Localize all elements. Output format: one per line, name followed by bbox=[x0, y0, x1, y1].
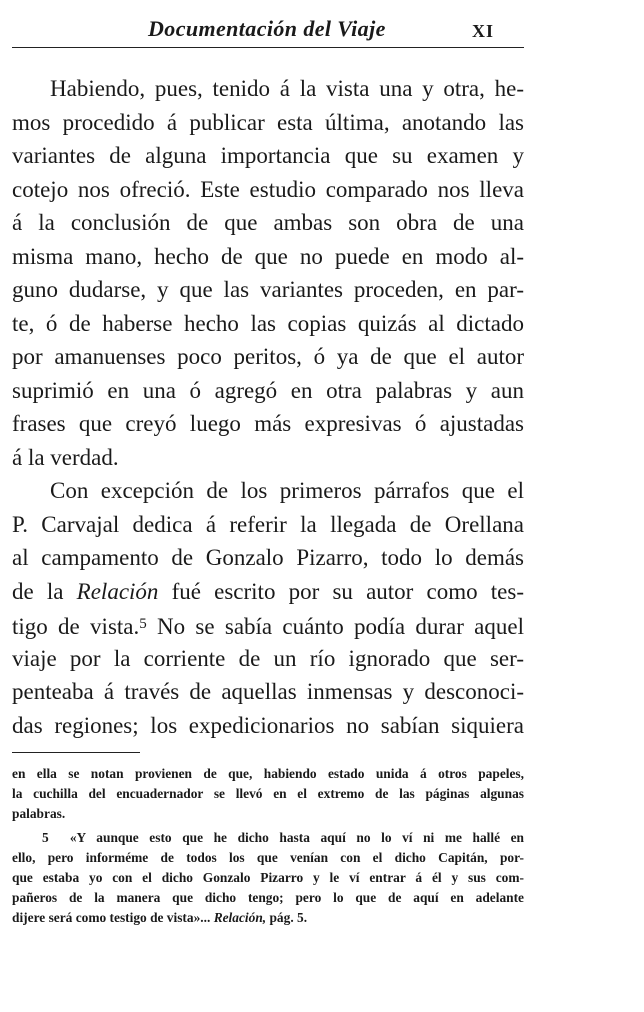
paragraph-2 bbox=[12, 474, 524, 742]
text-line: mos procedido á publicar esta última, anotando las bbox=[12, 109, 524, 135]
text-line: Con excepción de los primeros párrafos que el bbox=[50, 478, 524, 503]
footnote-line bbox=[12, 908, 524, 928]
text-line: te, ó de haberse hecho las copias quizás al dictado bbox=[12, 310, 524, 336]
header-rule bbox=[12, 47, 524, 48]
footnote-line: la cuchilla del encuadernador se llevó en el extremo de las páginas algunas bbox=[12, 786, 524, 801]
footnote-line: pañeros de la manera que dicho tengo; pero lo que de aquí en adelante bbox=[12, 890, 524, 905]
footnotes bbox=[12, 764, 524, 928]
footnote-line: que estaba yo con el dicho Gonzalo Pizarro y le ví entrar á él y sus com- bbox=[12, 870, 524, 885]
footnote-reference: 5 bbox=[139, 616, 147, 632]
text-line: das regiones; los expedicionarios no sabían siquiera bbox=[12, 712, 524, 738]
work-title-italic: Relación, bbox=[213, 910, 267, 925]
text-run: pág. 5. bbox=[266, 910, 308, 925]
text-line: misma mano, hecho de que no puede en modo al- bbox=[12, 243, 524, 269]
text-line: frases que creyó luego más expresivas ó ajustadas bbox=[12, 411, 524, 436]
text-line: por amanuenses poco peritos, ó ya de que el autor bbox=[12, 344, 524, 369]
text-line: Habiendo, pues, tenido á la vista una y otra, he- bbox=[50, 76, 524, 101]
text-line: á la conclusión de que ambas son obra de una bbox=[12, 210, 524, 235]
text-line: á la verdad. bbox=[12, 444, 119, 470]
footnote-5 bbox=[12, 828, 524, 928]
text-run: fué escrito por su autor como tes- bbox=[158, 578, 524, 604]
running-head bbox=[12, 14, 524, 48]
footnote-line: ello, pero informéme de todos los que venían con el dicho Capitán, por- bbox=[12, 850, 524, 865]
text-line: P. Carvajal dedica á referir la llegada de Orellana bbox=[12, 511, 524, 537]
footnote-continued bbox=[12, 764, 524, 824]
footnote-line: en ella se notan provienen de que, habiendo estado unida á otros papeles, bbox=[12, 766, 524, 781]
paragraph-1 bbox=[12, 72, 524, 474]
body-text bbox=[12, 72, 524, 742]
footnote-line: palabras. bbox=[12, 806, 66, 821]
text-run: dijere será como testigo de vista»... bbox=[12, 910, 214, 925]
text-run: tigo de vista. bbox=[12, 614, 140, 639]
work-title-italic: Relación bbox=[76, 578, 159, 604]
text-line: viaje por la corriente de un río ignorado que ser- bbox=[12, 645, 524, 671]
footnote-rule bbox=[12, 752, 140, 753]
text-run: «Y aunque esto que he dicho hasta aquí no lo ví ni me hallé en bbox=[69, 830, 524, 845]
text-line: guno dudarse, y que las variantes proceden, en par- bbox=[12, 277, 524, 302]
text-run: de la bbox=[12, 578, 77, 604]
text-line bbox=[12, 608, 524, 642]
text-line: cotejo nos ofreció. Este estudio comparado nos lleva bbox=[12, 176, 524, 202]
text-line: penteaba á través de aquellas inmensas y desconoci- bbox=[12, 679, 524, 704]
text-run: No se sabía cuánto podía durar aquel bbox=[146, 614, 524, 639]
running-title: Documentación del Viaje bbox=[148, 16, 386, 41]
text-line: variantes de alguna importancia que su examen y bbox=[12, 143, 524, 168]
text-line: suprimió en una ó agregó en otra palabras y aun bbox=[12, 377, 524, 403]
footnote-number: 5 bbox=[42, 830, 49, 845]
text-line bbox=[12, 575, 524, 609]
footnote-line bbox=[12, 828, 524, 848]
text-line: al campamento de Gonzalo Pizarro, todo lo demás bbox=[12, 545, 524, 570]
page-number: XI bbox=[472, 21, 495, 41]
